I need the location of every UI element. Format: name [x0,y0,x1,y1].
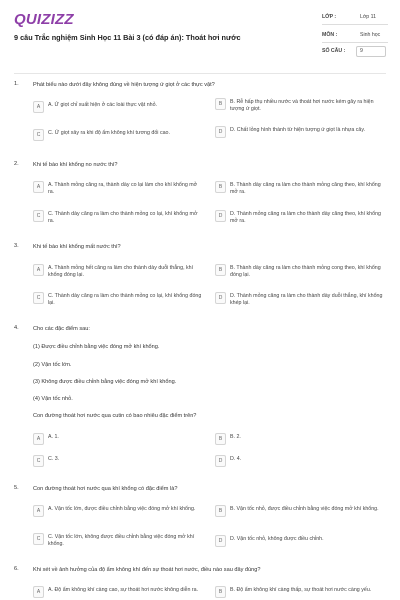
meta-subject-value: Sinh học [360,32,381,38]
meta-divider [322,24,388,25]
question-text: Cho các đặc điểm sau: [33,326,90,332]
option-text: A. Ứ giọt chỉ xuất hiện ở các loài thực vật nhỏ. [48,102,158,108]
question-number: 2. [14,161,19,167]
option-letter: B [215,264,226,276]
statement: (3) Không được điều chỉnh bằng việc đóng mở khí khổng. [33,379,177,385]
option-letter: D [215,126,226,138]
meta-class-key: LỚP : [322,14,337,20]
option-text: B. Vận tốc nhỏ, được điều chỉnh bằng việc đóng mở khí khổng. [230,506,379,512]
option-text: D. Thành mỏng căng ra làm cho thành dày duỗi thẳng, khí khổng khép lại. [230,293,383,306]
option-text: B. Độ ẩm không khí càng thấp, sự thoát hơi nước càng yếu. [230,587,372,593]
question-text: Con đường thoát hơi nước qua cutin có bao nhiêu đặc điểm trên? [33,413,197,419]
option-letter: C [33,129,44,141]
option-letter: A [33,181,44,193]
statement: (2) Vận tốc lớn. [33,362,72,368]
option-letter: D [215,292,226,304]
option-text: C. 3. [48,456,60,462]
question-text: Khi tế bào khí khổng no nước thì? [33,162,118,168]
option-text: C. Thành dày căng ra làm cho thành mỏng co lại, khí khổng mở ra. [48,211,198,224]
document-header [0,0,400,66]
option-letter: D [215,535,226,547]
option-text: B. Thành dày căng ra làm cho thành mỏng căng theo, khí khổng mở ra. [230,182,381,195]
option-letter: D [215,455,226,467]
option-text: B. Rễ hấp thụ nhiều nước và thoát hơi nước kém gây ra hiện tượng ứ giọt. [230,99,374,112]
question-number: 4. [14,325,19,331]
option-letter: C [33,292,44,304]
option-text: B. 2. [230,434,241,440]
question-text: Khi tế bào khí khổng mất nước thì? [33,244,121,250]
option-letter: C [33,455,44,467]
quizizz-logo: QUIZIZZ [14,11,74,28]
header-divider [14,73,386,74]
option-text: B. Thành dày căng ra làm cho thành mỏng cong theo, khí khổng đóng lại. [230,265,381,278]
option-letter: B [215,433,226,445]
meta-count-key: SỐ CÂU : [322,48,346,54]
option-text: D. 4. [230,456,242,462]
meta-count-value: 9 [360,48,363,54]
meta-class-value: Lớp 11 [360,14,376,20]
statement: (4) Vận tốc nhỏ. [33,396,73,402]
option-text: A. Độ ẩm không khí càng cao, sự thoát hơi nước không diễn ra. [48,587,199,593]
statement: (1) Được điều chỉnh bằng việc đóng mở khí khổng. [33,344,160,350]
option-letter: A [33,101,44,113]
option-text: C. Thành dày căng ra làm cho thành mỏng co lại, khí khổng đóng lại. [48,293,202,306]
option-letter: B [215,98,226,110]
question-number: 5. [14,485,19,491]
option-letter: B [215,586,226,598]
option-letter: A [33,586,44,598]
question-text: Phát biểu nào dưới đây không đúng về hiện tượng ứ giọt ở các thực vật? [33,82,215,88]
option-letter: A [33,505,44,517]
question-text: Khi xét về ảnh hưởng của độ ẩm không khí đến sự thoát hơi nước, điều nào sau đây đúng? [33,567,261,573]
option-text: D. Vận tốc nhỏ, không được điều chỉnh. [230,536,324,542]
option-text: A. Thành mỏng hết căng ra làm cho thành dày duỗi thẳng, khí khổng đóng lại. [48,265,194,278]
option-letter: B [215,181,226,193]
option-text: D. Thành mỏng căng ra làm cho thành dày căng theo, khí khổng mở ra. [230,211,381,224]
question-text: Con đường thoát hơi nước qua khí khổng có đặc điểm là? [33,486,178,492]
question-number: 3. [14,243,19,249]
page-title: 9 câu Trắc nghiệm Sinh Học 11 Bài 3 (có đáp án): Thoát hơi nước [14,33,241,42]
option-text: A. Vận tốc lớn, được điều chỉnh bằng việc đóng mở khí khổng. [48,506,196,512]
question-number: 6. [14,566,19,572]
option-text: C. Ứ giọt xảy ra khi độ ẩm không khí tương đối cao. [48,130,170,136]
meta-subject-key: MÔN : [322,32,338,38]
question-number: 1. [14,81,19,87]
option-text: A. 1. [48,434,59,440]
option-letter: A [33,264,44,276]
meta-divider [322,42,388,43]
option-letter: B [215,505,226,517]
option-letter: D [215,210,226,222]
option-text: D. Chất lỏng hình thành từ hiện tượng ứ giọt là nhựa cây. [230,127,366,133]
option-letter: C [33,533,44,545]
option-text: C. Vận tốc lớn, không được điều chỉnh bằng việc đóng mở khí khổng. [48,534,195,547]
option-letter: C [33,210,44,222]
option-text: A. Thành mỏng căng ra, thành dày co lại làm cho khí khổng mở ra. [48,182,198,195]
option-letter: A [33,433,44,445]
